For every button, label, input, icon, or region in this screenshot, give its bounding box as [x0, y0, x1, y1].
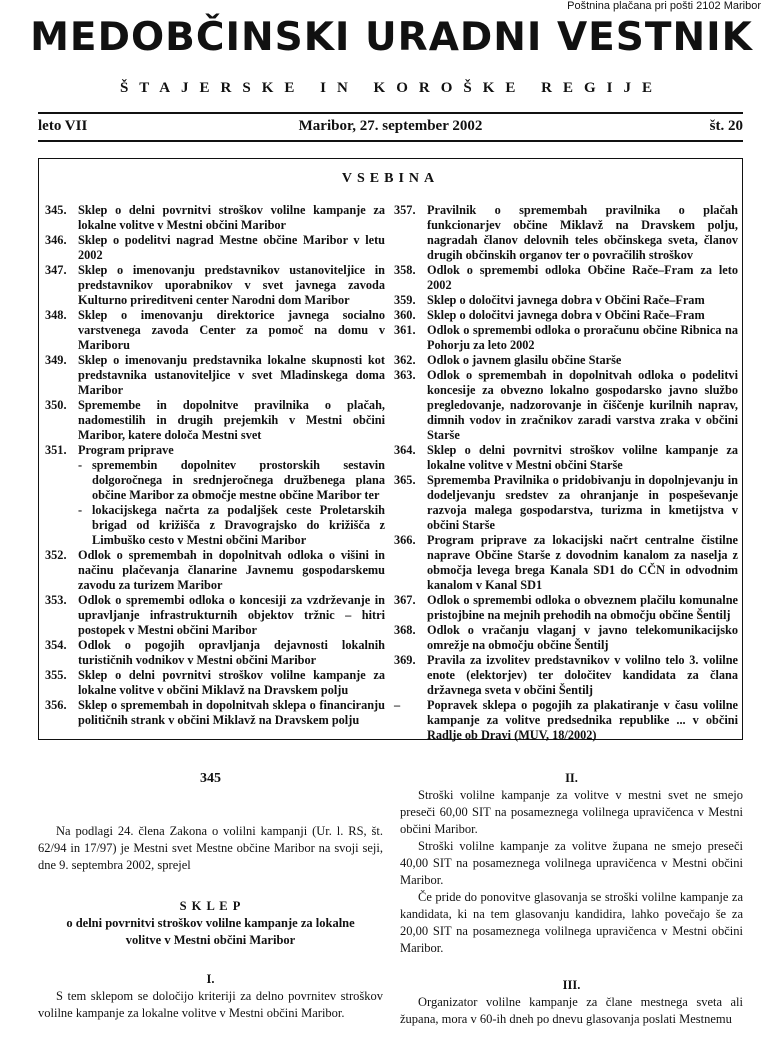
contents-item — [394, 593, 738, 623]
contents-item-title: Sklep o imenovanju predstavnika lokalne skupnosti kot predstavnika ustanoviteljice v svet Mladinskega doma Maribor — [78, 353, 385, 397]
contents-item-number: 346. — [45, 233, 67, 247]
issue-year: leto VII — [38, 118, 88, 134]
contents-item-number: 366. — [394, 533, 416, 547]
issue-date: Maribor, 27. september 2002 — [298, 118, 483, 134]
contents-item-title: Sklep o določitvi javnega dobra v Občini Rače–Fram — [427, 308, 705, 322]
contents-subitem — [45, 458, 385, 503]
contents-item — [45, 593, 385, 638]
contents-item-number: 348. — [45, 308, 67, 322]
dash-bullet: - — [78, 503, 83, 517]
contents-item-title: Odlok o spremembi odloka o koncesiji za vzdrževanje in upravljanje infrastrukturnih objektov tržnic – hitri postopek v Mestni občini Maribor — [78, 593, 385, 637]
document-type: S K L E P — [179, 899, 242, 913]
section-1-heading: I. — [206, 972, 215, 986]
contents-item-title: Sklep o spremembah in dopolnitvah sklepa o financiranju političnih strank v občini Miklavž na Dravskem polju — [78, 698, 385, 727]
contents-item-number: 368. — [394, 623, 416, 637]
contents-item-number: – — [394, 698, 401, 712]
contents-item-number: 345. — [45, 203, 67, 217]
contents-item — [45, 443, 385, 458]
contents-subitem-text: lokacijskega načrta za podaljšek ceste Proletarskih brigad od križišča z Dravograjsko do križišča z Limbuško cesto v Mestni občini Maribor — [92, 503, 385, 547]
contents-item-title: Odlok o spremembah in dopolnitvah odloka o podelitvi koncesije za obvezno lokalno gospodarsko javno službo pregledovanje, nadzorovanje in čiščenje kurilnih naprav, dimnih vodov in zračnikov zaradi varstva zraka v občini Starše — [427, 368, 738, 442]
contents-item-title: Program priprave — [78, 443, 174, 457]
contents-item — [45, 263, 385, 308]
contents-item-number: 360. — [394, 308, 416, 322]
contents-item — [45, 353, 385, 398]
contents-item-number: 354. — [45, 638, 67, 652]
contents-item — [394, 698, 738, 743]
postage-note: Poštnina plačana pri pošti 2102 Maribor — [567, 0, 761, 12]
contents-item-title: Sklep o imenovanju direktorice javnega socialno varstvenega zavoda Center za pomoč na domu v Mariboru — [78, 308, 385, 352]
contents-item-title: Pravila za izvolitev predstavnikov v volilno telo 3. volilne enote (elektorjev) ter določitev kandidata za člana državnega sveta v občini Šentilj — [427, 653, 738, 697]
contents-item — [45, 308, 385, 353]
contents-item — [394, 623, 738, 653]
contents-item-number: 363. — [394, 368, 416, 382]
contents-item-number: 355. — [45, 668, 67, 682]
contents-item-number: 357. — [394, 203, 416, 217]
contents-item — [45, 398, 385, 443]
contents-item-number: 362. — [394, 353, 416, 367]
contents-item-title: Odlok o spremembah in dopolnitvah odloka o višini in načinu plačevanja članarine Javnemu gospodarskemu zavodu za turizem Maribor — [78, 548, 385, 592]
contents-item-title: Sklep o imenovanju predstavnikov ustanoviteljice in predstavnikov uporabnikov v svet javnega zavoda Kulturno prireditveni center Narodni dom Maribor — [78, 263, 385, 307]
contents-item-number: 367. — [394, 593, 416, 607]
section-1-text: S tem sklepom se določijo kriteriji za delno povrnitev stroškov volilne kampanje za lokalne volitve v Mestni občini Maribor. — [38, 989, 383, 1020]
document-title: o delni povrnitvi stroškov volilne kampanje za lokalne volitve v Mestni občini Maribor — [66, 916, 355, 947]
contents-item-number: 359. — [394, 293, 416, 307]
contents-item — [394, 323, 738, 353]
contents-item — [394, 308, 738, 323]
contents-item-number: 364. — [394, 443, 416, 457]
contents-item-title: Odlok o vračanju vlaganj v javno telekomunikacijsko omrežje na območju občine Šentilj — [427, 623, 738, 652]
masthead-title: MEDOBČINSKI URADNI VESTNIK — [30, 15, 753, 60]
contents-item-title: Odlok o spremembi odloka Občine Rače–Fram za leto 2002 — [427, 263, 738, 292]
contents-item-title: Odlok o javnem glasilu občine Starše — [427, 353, 622, 367]
section-2-paragraph: Če pride do ponovitve glasovanja se stroški volilne kampanje za kandidata, ki na tem glasovanju kandidira, lahko povečajo še za 20,00 SIT na posameznega volilnega upravičenca v Mestni občini Maribor. — [400, 890, 743, 955]
contents-title: VSEBINA — [341, 171, 440, 186]
section-2-heading: II. — [565, 771, 578, 785]
contents-item-number: 350. — [45, 398, 67, 412]
contents-item-title: Pravilnik o spremembah pravilnika o plačah funkcionarjev občine Miklavž na Dravskem polju, nagradah članov delovnih teles občinskega sveta, članov drugih občinskih organov ter o povračilih stroškov — [427, 203, 738, 262]
contents-item-title: Odlok o pogojih opravljanja dejavnosti lokalnih turističnih vodnikov v Mestni občini Maribor — [78, 638, 385, 667]
section-2-paragraph: Stroški volilne kampanje za volitve v mestni svet ne smejo preseči 60,00 SIT na posameznega volilnega upravičenca v Mestni občini Maribor. — [400, 788, 743, 836]
contents-subitem-text: spremembin dopolnitev prostorskih sestavin dolgoročnega in srednjeročnega družbenega plana občine Maribor za območje mestne občine Maribor ter — [92, 458, 385, 502]
contents-item — [45, 233, 385, 263]
contents-item-title: Sprememba Pravilnika o pridobivanju in dopolnjevanju in dodeljevanju sredstev za ohranjanje in pospeševanje razvoja malega gospodarstva, turizma in kmetijstva v občini Starše — [427, 473, 738, 532]
issue-number: št. 20 — [709, 118, 743, 134]
contents-left-column — [45, 203, 385, 728]
contents-item — [45, 668, 385, 698]
contents-item-number: 358. — [394, 263, 416, 277]
contents-item — [45, 698, 385, 728]
contents-item-number: 356. — [45, 698, 67, 712]
section-2-paragraph: Stroški volilne kampanje za volitve župana ne smejo preseči 40,00 SIT na posameznega volilnega upravičenca v Mestni občini Maribor. — [400, 839, 743, 887]
contents-item — [394, 653, 738, 698]
contents-item-number: 353. — [45, 593, 67, 607]
contents-item — [394, 293, 738, 308]
article-number: 345 — [200, 771, 221, 786]
contents-item-title: Sklep o delni povrnitvi stroškov volilne kampanje za lokalne volitve v Mestni občini Maribor — [78, 203, 385, 232]
contents-item-number: 365. — [394, 473, 416, 487]
section-3-heading: III. — [562, 978, 581, 992]
issue-bar — [38, 112, 743, 142]
contents-item — [394, 533, 738, 593]
contents-item — [394, 473, 738, 533]
article-right-column — [400, 770, 743, 1028]
contents-right-column — [394, 203, 738, 743]
contents-item-title: Odlok o spremembi odloka o proračunu občine Ribnica na Pohorju za leto 2002 — [427, 323, 738, 352]
contents-subitem — [45, 503, 385, 548]
article-left-column — [38, 770, 383, 1022]
contents-item-title: Sklep o delni povrnitvi stroškov volilne kampanje za lokalne volitve v občini Miklavž na Dravskem polju — [78, 668, 385, 697]
dash-bullet: - — [78, 458, 83, 472]
contents-item-title: Sklep o podelitvi nagrad Mestne občine Maribor v letu 2002 — [78, 233, 385, 262]
article-intro: Na podlagi 24. člena Zakona o volilni kampanji (Ur. l. RS, št. 62/94 in 17/97) je Mestni svet Mestne občine Maribor na svoji seji, dne 9. septembra 2002, sprejel — [38, 824, 383, 872]
contents-item-number: 369. — [394, 653, 416, 667]
contents-item-title: Popravek sklepa o pogojih za plakatiranje v času volilne kampanje za volitve predsednika republike ... v občini Radlje ob Dravi (MUV, 18/2002) — [427, 698, 738, 742]
table-of-contents — [38, 158, 743, 740]
contents-item-title: Odlok o spremembi odloka o obveznem plačilu komunalne pristojbine na mejnih prehodih na območju občine Šentilj — [427, 593, 738, 622]
contents-item — [394, 443, 738, 473]
masthead-subtitle: ŠTAJERSKE IN KOROŠKE REGIJE — [119, 80, 664, 96]
section-3-text: Organizator volilne kampanje za člane mestnega sveta ali župana, mora v 60-ih dneh po dnevu glasovanja poslati Mestnemu — [400, 995, 743, 1026]
contents-item — [45, 548, 385, 593]
contents-item — [45, 203, 385, 233]
contents-item — [394, 368, 738, 443]
contents-item-title: Spremembe in dopolnitve pravilnika o plačah, nadomestilih in drugih prejemkih v Mestni občini Maribor, katere določa Mestni svet — [78, 398, 385, 442]
contents-item-number: 361. — [394, 323, 416, 337]
contents-item-number: 351. — [45, 443, 67, 457]
contents-item-title: Sklep o delni povrnitvi stroškov volilne kampanje za lokalne volitve v Mestni občini Starše — [427, 443, 738, 472]
contents-item-title: Program priprave za lokacijski načrt centralne čistilne naprave Občine Starše z dovodnim kanalom za naselja z območja levega brega Kanala SD1 do CČN in odvodnim kanalom v Kanal SD1 — [427, 533, 738, 592]
contents-item — [394, 203, 738, 263]
contents-item-title: Sklep o določitvi javnega dobra v Občini Rače–Fram — [427, 293, 705, 307]
contents-item-number: 352. — [45, 548, 67, 562]
contents-item — [394, 263, 738, 293]
contents-item — [394, 353, 738, 368]
contents-item-number: 347. — [45, 263, 67, 277]
contents-item-number: 349. — [45, 353, 67, 367]
contents-item — [45, 638, 385, 668]
